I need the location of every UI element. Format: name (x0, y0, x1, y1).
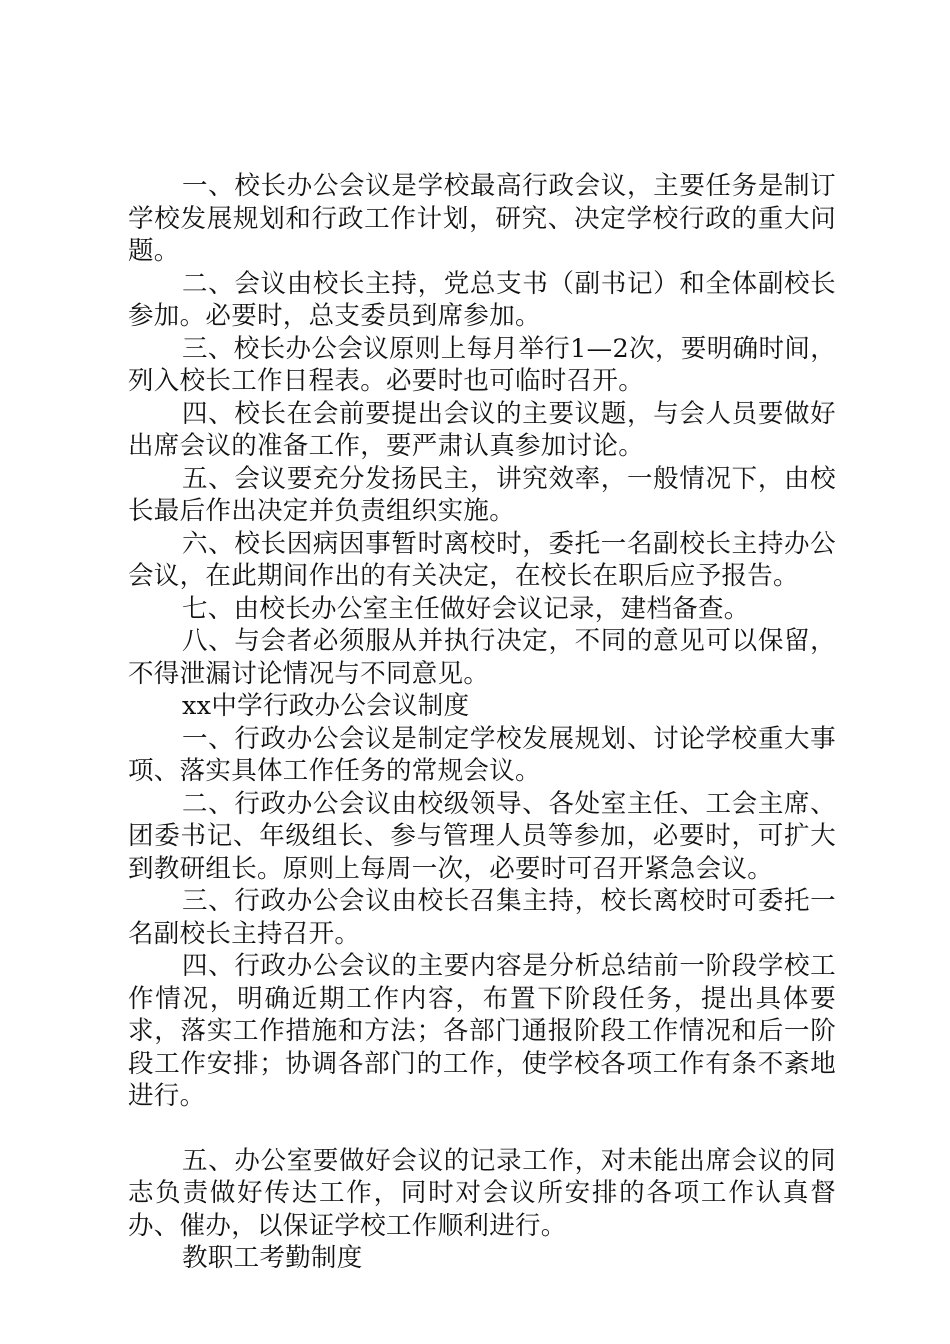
section-heading: xx中学行政办公会议制度 (182, 691, 470, 721)
document-body (128, 170, 836, 1275)
paragraph: 二、会议由校长主持，党总支书（副书记）和全体副校长参加。必要时，总支委员到席参加。 (128, 268, 836, 331)
paragraph: 四、行政办公会议的主要内容是分析总结前一阶段学校工作情况，明确近期工作内容，布置下阶段任务，提出具体要求，落实工作措施和方法；各部门通报阶段工作情况和后一阶段工作安排；协调各部门的工作，使学校各项工作有条不紊地进行。 (128, 951, 836, 1111)
paragraph: 六、校长因病因事暂时离校时，委托一名副校长主持办公会议，在此期间作出的有关决定，在校长在职后应予报告。 (128, 528, 836, 591)
paragraph: 五、办公室要做好会议的记录工作，对未能出席会议的同志负责做好传达工作，同时对会议所安排的各项工作认真督办、催办，以保证学校工作顺利进行。 (128, 1145, 836, 1241)
paragraph: 一、校长办公会议是学校最高行政会议，主要任务是制订学校发展规划和行政工作计划，研究、决定学校行政的重大问题。 (128, 171, 836, 266)
paragraph: 四、校长在会前要提出会议的主要议题，与会人员要做好出席会议的准备工作，要严肃认真参加讨论。 (128, 398, 836, 461)
paragraph: 七、由校长办公室主任做好会议记录，建档备查。 (182, 593, 750, 624)
section-heading: 教职工考勤制度 (182, 1243, 363, 1273)
paragraph: 八、与会者必须服从并执行决定，不同的意见可以保留，不得泄漏讨论情况与不同意见。 (128, 626, 836, 689)
paragraph: 二、行政办公会议由校级领导、各处室主任、工会主席、团委书记、年级组长、参与管理人员等参加，必要时，可扩大到教研组长。原则上每周一次，必要时可召开紧急会议。 (128, 788, 836, 884)
paragraph: 三、校长办公会议原则上每月举行1—2次，要明确时间，列入校长工作日程表。必要时也可临时召开。 (128, 333, 836, 396)
paragraph: 三、行政办公会议由校长召集主持，校长离校时可委托一名副校长主持召开。 (128, 886, 836, 949)
paragraph: 一、行政办公会议是制定学校发展规划、讨论学校重大事项、落实具体工作任务的常规会议。 (128, 723, 836, 786)
paragraph: 五、会议要充分发扬民主，讲究效率，一般情况下，由校长最后作出决定并负责组织实施。 (128, 463, 836, 526)
